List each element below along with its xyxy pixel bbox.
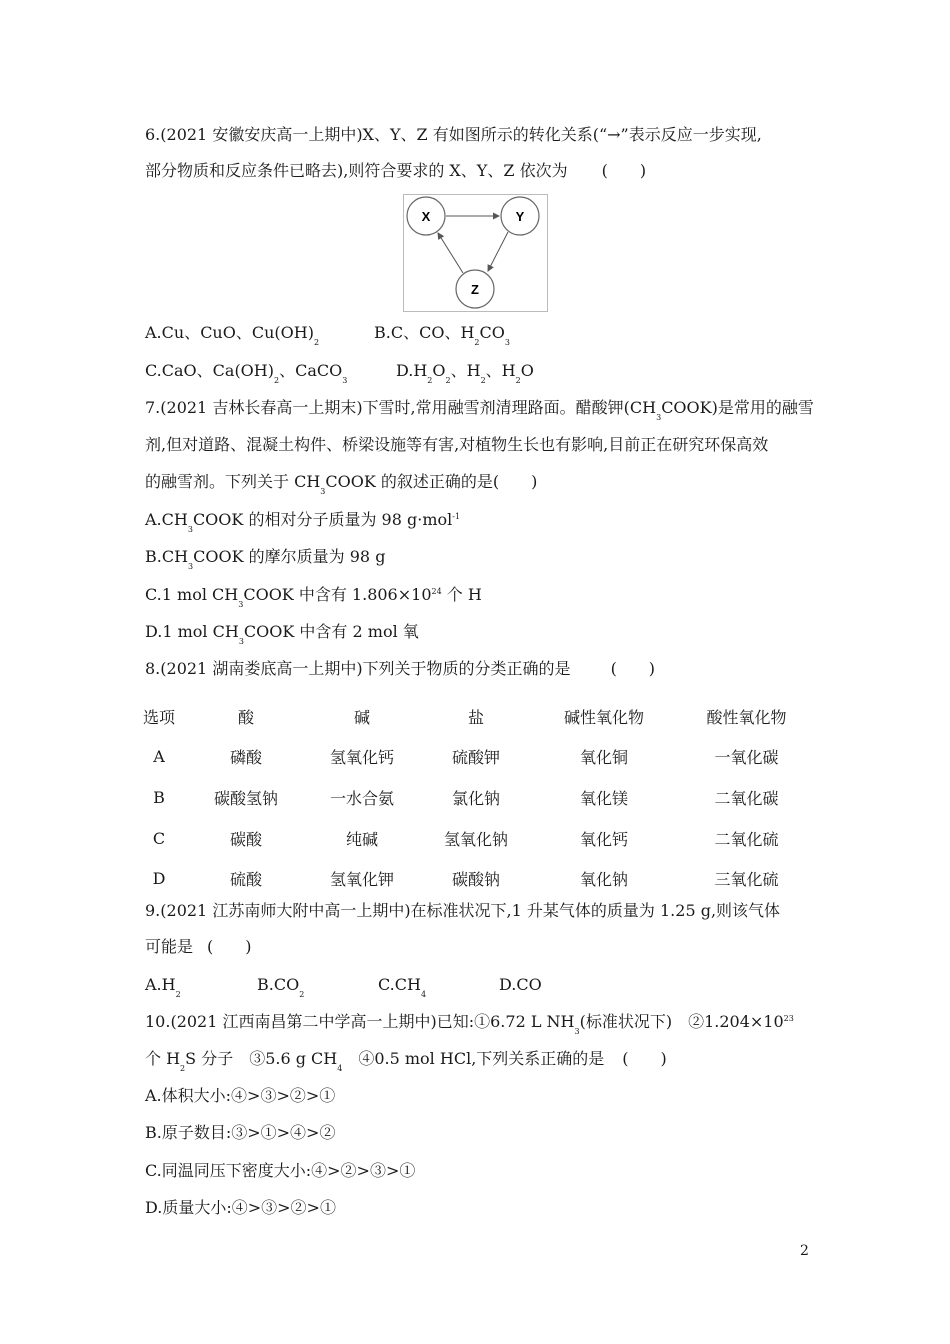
node-y-label: Y [515, 209, 525, 224]
q9-option-b: $B.CO_2$ [257, 975, 305, 999]
table-header-row [132, 696, 819, 737]
q6-option-d: $D.H_2O_2$、$H_2$、$H_2O$ [396, 361, 534, 385]
table-cell: 氢氧化钙 [329, 748, 394, 768]
table-row [132, 818, 819, 859]
q8-answer-paren: ( ) [610, 659, 656, 678]
q6-stem-text-2: 部分物质和反应条件已略去),则符合要求的 X、Y、Z 依次为 [145, 161, 568, 180]
q9-option-d: D.CO [499, 975, 542, 994]
q9-stem-line-2: 可能是 ( ) [145, 937, 252, 956]
q6-option-b: B.C、CO、$H_2CO_3$ [374, 323, 510, 347]
q7-option-b: $B.CH_3COOK$ 的摩尔质量为 98 g [145, 547, 386, 571]
table-header-cell: 酸 [237, 707, 254, 727]
q10-option-d: D.质量大小:④>③>②>① [145, 1198, 336, 1217]
q6-diagram-svg [404, 195, 547, 311]
q7-stem-line-2: 剂,但对道路、混凝土构件、桥梁设施等有害,对植物生长也有影响,目前正在研究环保高效 [145, 435, 769, 454]
q7-stem-line-3: 的融雪剂。下列关于 $CH_3COOK$ 的叙述正确的是( ) [145, 472, 538, 496]
q7-option-c: C.1 mol $CH_3COOK$ 中含有 $1.806\times 10^{24}$ 个 H [145, 585, 482, 609]
table-row [132, 737, 819, 778]
table-cell: 二氧化硫 [714, 829, 779, 849]
q6-option-c: C.CaO、$Ca(OH)_2$、CaCO$_3$ [145, 361, 348, 385]
arrow-z-to-x [438, 233, 463, 273]
table-header-cell: 选项 [142, 707, 175, 727]
q8-classification-table [132, 696, 819, 899]
table-cell: 氧化镁 [579, 788, 628, 808]
table-cell: 硫酸 [229, 870, 262, 890]
table-cell: 氧化钠 [579, 870, 628, 890]
table-cell: 氧化钙 [579, 829, 628, 849]
table-row [132, 777, 819, 818]
table-cell: D [152, 869, 166, 889]
table-cell: C [152, 828, 166, 848]
q9-option-a: $A.H_2$ [145, 975, 181, 999]
node-z-label: Z [471, 282, 479, 297]
table-cell: B [153, 787, 165, 807]
q6-stem-line-1 [145, 124, 762, 146]
q9-options [145, 974, 542, 999]
table-cell: 碳酸钠 [451, 870, 500, 890]
table-cell: A [153, 747, 165, 767]
table-header-cell: 碱 [353, 707, 370, 727]
table-cell: 硫酸钾 [451, 748, 500, 768]
q9-option-c: $C.CH_4$ [378, 975, 427, 999]
q6-stem-text-1: 6.(2021 安徽安庆高一上期中)X、Y、Z 有如图所示的转化关系(“→”表示反应一步实现, [145, 125, 762, 144]
table-cell: 氢氧化钠 [443, 829, 508, 849]
table-cell: 氯化钠 [451, 788, 500, 808]
q6-stem-line-2 [145, 160, 646, 182]
table-header-cell: 盐 [467, 707, 484, 727]
q7-option-d: D.1 mol $CH_3COOK$ 中含有 2 mol 氧 [145, 622, 419, 646]
q9-answer-paren: ( ) [207, 937, 252, 956]
q10-option-c: C.同温同压下密度大小:④>②>③>① [145, 1161, 416, 1180]
q7-option-a: $A.CH_3COOK$ 的相对分子质量为 98 g·mol$^{-1}$ [145, 510, 461, 534]
q6-option-a: A.Cu、CuO、$Cu(OH)_2$ [145, 323, 320, 347]
table-cell: 碳酸氢钠 [213, 788, 278, 808]
q10-answer-paren: ( ) [622, 1049, 667, 1068]
q10-option-b: B.原子数目:③>①>④>② [145, 1123, 336, 1142]
table-cell: 三氧化硫 [714, 870, 779, 890]
table-cell: 纯碱 [345, 829, 378, 849]
table-row [132, 858, 819, 899]
q6-options-cd [145, 360, 534, 385]
table-cell: 氧化铜 [579, 748, 628, 768]
q8-stem-line-1: 8.(2021 湖南娄底高一上期中)下列关于物质的分类正确的是 ( ) [145, 659, 656, 678]
q10-stem-line-1: 10.(2021 江西南昌第二中学高一上期中)已知:①6.72 L $NH_3$(标准状况下) $②1.204\times 10^{23}$ [145, 1012, 794, 1036]
table-cell: 氢氧化钾 [329, 870, 394, 890]
q7-stem-line-1: 7.(2021 吉林长春高一上期末)下雪时,常用融雪剂清理路面。醋酸钾$(CH_3COOK)$是常用的融雪 [145, 398, 814, 422]
table-cell: 一氧化碳 [714, 748, 779, 768]
q10-option-a: A.体积大小:④>③>②>① [145, 1086, 336, 1105]
table-header-cell: 碱性氧化物 [563, 707, 644, 727]
q7-answer-paren: ( ) [492, 472, 538, 491]
q6-options-ab [145, 322, 510, 347]
table-header-cell: 酸性氧化物 [706, 707, 787, 727]
node-x-label: X [421, 209, 431, 224]
page-number: 2 [800, 1243, 809, 1259]
q6-transformation-diagram [403, 194, 548, 312]
table-cell: 二氧化碳 [714, 788, 779, 808]
q9-stem-line-1: 9.(2021 江苏南师大附中高一上期中)在标准状况下,1 升某气体的质量为 1.25 g,则该气体 [145, 901, 781, 920]
q6-answer-paren: ( ) [601, 161, 647, 180]
table-cell: 磷酸 [229, 748, 262, 768]
table-cell: 碳酸 [229, 829, 262, 849]
q10-stem-line-2: 个 $H_2S$ 分子 ③5.6 g $CH_4$ ④0.5 mol HCl,下列关系正确的是 ( ) [145, 1049, 667, 1073]
arrow-y-to-z [488, 232, 508, 271]
table-cell: 一水合氨 [329, 788, 394, 808]
